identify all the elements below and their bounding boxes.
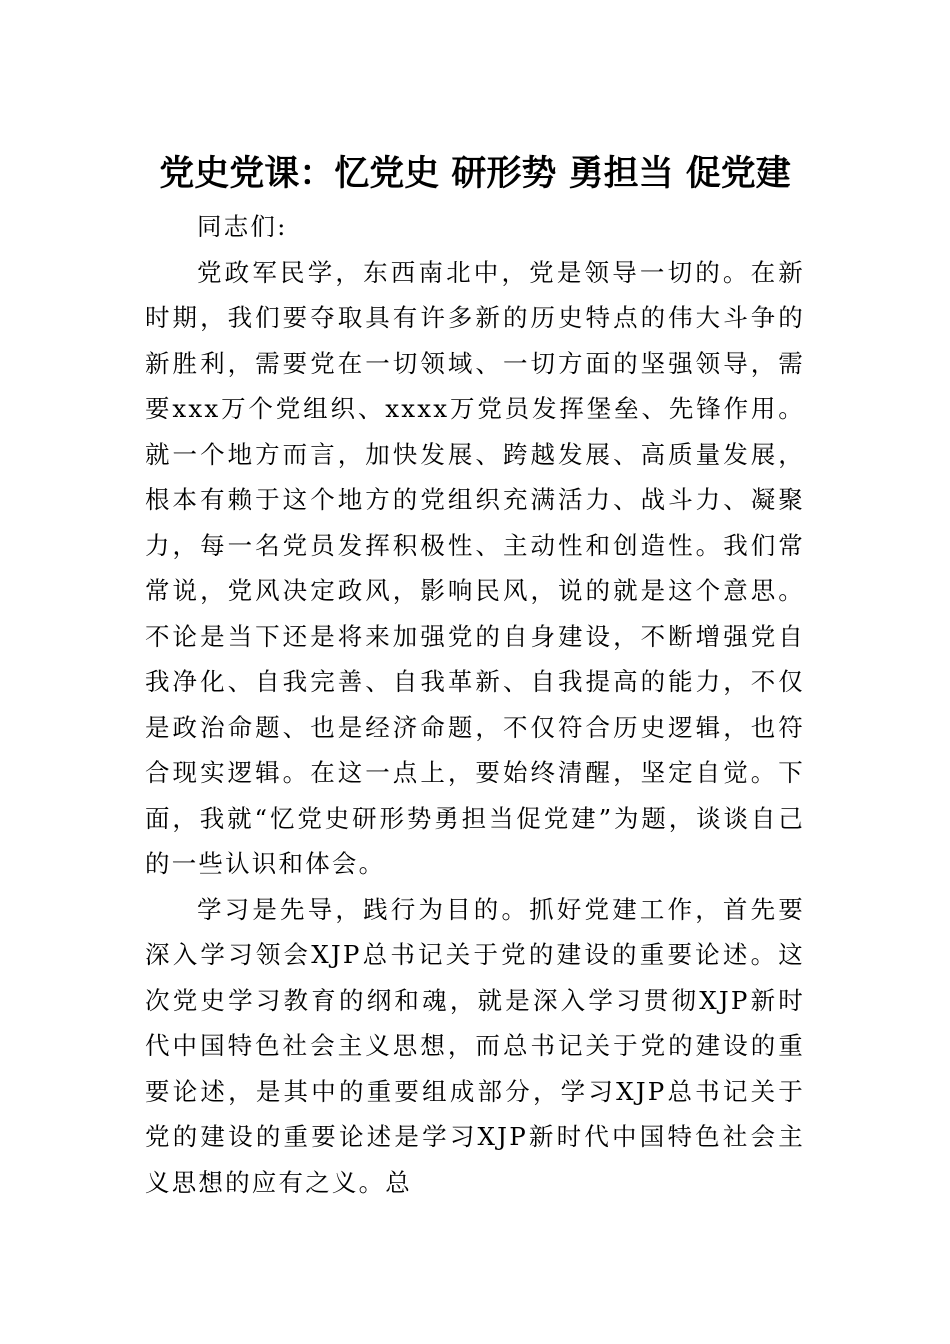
paragraph-2: 学习是先导，践行为目的。抓好党建工作，首先要深入学习领会XJP总书记关于党的建设的重要论述。这次党史学习教育的纲和魂，就是深入学习贯彻XJP新时代中国特色社会主义思想，而总书记关于党的建设的重要论述，是其中的重要组成部分，学习XJP总书记关于党的建设的重要论述是学习XJP新时代中国特色社会主义思想的应有之义。总 xyxy=(145,894,805,1197)
document-body xyxy=(145,204,805,1205)
salutation: 同志们: xyxy=(197,212,288,241)
document-title: 党史党课：忆党史 研形势 勇担当 促党建 xyxy=(159,154,791,194)
paragraph-1: 党政军民学，东西南北中，党是领导一切的。在新时期，我们要夺取具有许多新的历史特点的伟大斗争的新胜利，需要党在一切领域、一切方面的坚强领导，需要xxx万个党组织、xxxx万党员发挥堡垒、先锋作用。就一个地方而言，加快发展、跨越发展、高质量发展，根本有赖于这个地方的党组织充满活力、战斗力、凝聚力，每一名党员发挥积极性、主动性和创造性。我们常常说，党风决定政风，影响民风，说的就是这个意思。不论是当下还是将来加强党的自身建设，不断增强党自我净化、自我完善、自我革新、自我提高的能力，不仅是政治命题、也是经济命题，不仅符合历史逻辑，也符合现实逻辑。在这一点上，要始终清醒，坚定自觉。下面，我就“忆党史研形势勇担当促党建”为题，谈谈自己的一些认识和体会。 xyxy=(145,257,805,878)
